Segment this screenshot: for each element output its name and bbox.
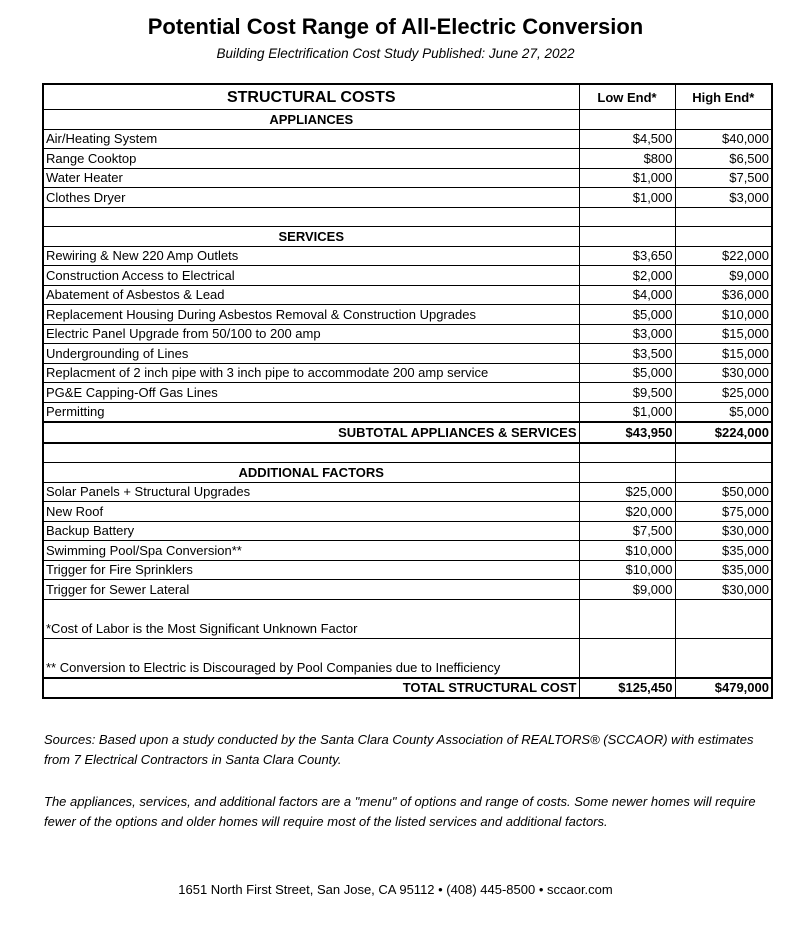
high-cell: $30,000 bbox=[675, 521, 772, 541]
item-cell: Solar Panels + Structural Upgrades bbox=[43, 482, 579, 502]
low-cell: $20,000 bbox=[579, 502, 675, 522]
table-row bbox=[43, 188, 772, 208]
item-cell: Backup Battery bbox=[43, 521, 579, 541]
item-cell: Electric Panel Upgrade from 50/100 to 200 amp bbox=[43, 324, 579, 344]
low-cell: $4,500 bbox=[579, 129, 675, 149]
high-cell: $30,000 bbox=[675, 363, 772, 383]
table-row bbox=[43, 305, 772, 325]
section-label: ADDITIONAL FACTORS bbox=[43, 463, 579, 483]
high-cell: $22,000 bbox=[675, 246, 772, 266]
blank-row bbox=[43, 207, 772, 227]
table-row bbox=[43, 521, 772, 541]
item-cell: Permitting bbox=[43, 402, 579, 422]
total-row bbox=[43, 678, 772, 699]
low-cell: $1,000 bbox=[579, 168, 675, 188]
pool-note: ** Conversion to Electric is Discouraged by Pool Companies due to Inefficiency bbox=[43, 638, 579, 678]
high-cell: $7,500 bbox=[675, 168, 772, 188]
table-row bbox=[43, 324, 772, 344]
menu-note: The appliances, services, and additional factors are a "menu" of options and range of costs. Some newer homes will require fewer of the options and older homes will require most of the listed services and additional factors. bbox=[44, 794, 756, 829]
item-cell: Trigger for Fire Sprinklers bbox=[43, 560, 579, 580]
table-row bbox=[43, 149, 772, 169]
item-cell: Clothes Dryer bbox=[43, 188, 579, 208]
page-subtitle: Building Electrification Cost Study Published: June 27, 2022 bbox=[216, 46, 575, 61]
item-cell: Replacment of 2 inch pipe with 3 inch pipe to accommodate 200 amp service bbox=[43, 363, 579, 383]
table-row bbox=[43, 580, 772, 600]
table-row bbox=[43, 402, 772, 422]
table-row bbox=[43, 266, 772, 286]
total-low: $125,450 bbox=[579, 678, 675, 699]
low-cell: $2,000 bbox=[579, 266, 675, 286]
low-cell: $5,000 bbox=[579, 305, 675, 325]
sources-note: Sources: Based upon a study conducted by the Santa Clara County Association of REALTORS® (SCCAOR) with estimates from 7 Electrical Contractors in Santa Clara County. bbox=[44, 732, 754, 767]
table-row bbox=[43, 344, 772, 364]
note-row-pool bbox=[43, 638, 772, 678]
high-cell: $25,000 bbox=[675, 383, 772, 403]
high-cell: $50,000 bbox=[675, 482, 772, 502]
low-cell: $5,000 bbox=[579, 363, 675, 383]
section-row-services bbox=[43, 227, 772, 247]
item-cell: Undergrounding of Lines bbox=[43, 344, 579, 364]
subtotal-row bbox=[43, 422, 772, 443]
labor-note: *Cost of Labor is the Most Significant Unknown Factor bbox=[43, 599, 579, 638]
low-cell: $25,000 bbox=[579, 482, 675, 502]
structural-costs-heading: STRUCTURAL COSTS bbox=[43, 84, 579, 110]
note-row-labor bbox=[43, 599, 772, 638]
low-cell: $9,500 bbox=[579, 383, 675, 403]
total-high: $479,000 bbox=[675, 678, 772, 699]
table-row bbox=[43, 363, 772, 383]
table-row bbox=[43, 246, 772, 266]
item-cell: Water Heater bbox=[43, 168, 579, 188]
table-row bbox=[43, 560, 772, 580]
item-cell: Range Cooktop bbox=[43, 149, 579, 169]
item-cell: New Roof bbox=[43, 502, 579, 522]
page-title: Potential Cost Range of All-Electric Conversion bbox=[147, 14, 644, 39]
high-cell: $10,000 bbox=[675, 305, 772, 325]
low-cell: $3,500 bbox=[579, 344, 675, 364]
high-cell: $15,000 bbox=[675, 344, 772, 364]
high-cell: $9,000 bbox=[675, 266, 772, 286]
table-row bbox=[43, 129, 772, 149]
item-cell: Rewiring & New 220 Amp Outlets bbox=[43, 246, 579, 266]
low-cell: $7,500 bbox=[579, 521, 675, 541]
low-cell: $3,650 bbox=[579, 246, 675, 266]
subtotal-high: $224,000 bbox=[675, 422, 772, 443]
table-row bbox=[43, 168, 772, 188]
section-label: SERVICES bbox=[43, 227, 579, 247]
item-cell: Swimming Pool/Spa Conversion** bbox=[43, 541, 579, 561]
item-cell: Trigger for Sewer Lateral bbox=[43, 580, 579, 600]
table-row bbox=[43, 482, 772, 502]
high-cell: $75,000 bbox=[675, 502, 772, 522]
subtotal-low: $43,950 bbox=[579, 422, 675, 443]
low-cell: $800 bbox=[579, 149, 675, 169]
subtotal-label: SUBTOTAL APPLIANCES & SERVICES bbox=[43, 422, 579, 443]
high-cell: $35,000 bbox=[675, 560, 772, 580]
table-header-row bbox=[43, 84, 772, 110]
low-cell: $1,000 bbox=[579, 402, 675, 422]
high-cell: $30,000 bbox=[675, 580, 772, 600]
low-cell: $4,000 bbox=[579, 285, 675, 305]
high-cell: $35,000 bbox=[675, 541, 772, 561]
table-row bbox=[43, 285, 772, 305]
high-cell: $6,500 bbox=[675, 149, 772, 169]
high-end-header: High End* bbox=[675, 84, 772, 110]
cost-table bbox=[42, 83, 773, 699]
low-cell: $3,000 bbox=[579, 324, 675, 344]
table-row bbox=[43, 383, 772, 403]
high-cell: $15,000 bbox=[675, 324, 772, 344]
low-cell: $10,000 bbox=[579, 541, 675, 561]
high-cell: $36,000 bbox=[675, 285, 772, 305]
table-row bbox=[43, 541, 772, 561]
section-label: APPLIANCES bbox=[43, 110, 579, 130]
footer-contact: 1651 North First Street, San Jose, CA 95112 • (408) 445-8500 • sccaor.com bbox=[178, 882, 613, 897]
item-cell: Air/Heating System bbox=[43, 129, 579, 149]
low-cell: $1,000 bbox=[579, 188, 675, 208]
low-cell: $10,000 bbox=[579, 560, 675, 580]
low-cell: $9,000 bbox=[579, 580, 675, 600]
section-row-additional bbox=[43, 463, 772, 483]
blank-row bbox=[43, 443, 772, 463]
low-end-header: Low End* bbox=[579, 84, 675, 110]
total-label: TOTAL STRUCTURAL COST bbox=[43, 678, 579, 699]
item-cell: PG&E Capping-Off Gas Lines bbox=[43, 383, 579, 403]
section-row-appliances bbox=[43, 110, 772, 130]
high-cell: $40,000 bbox=[675, 129, 772, 149]
item-cell: Replacement Housing During Asbestos Removal & Construction Upgrades bbox=[43, 305, 579, 325]
high-cell: $5,000 bbox=[675, 402, 772, 422]
item-cell: Construction Access to Electrical bbox=[43, 266, 579, 286]
table-row bbox=[43, 502, 772, 522]
item-cell: Abatement of Asbestos & Lead bbox=[43, 285, 579, 305]
high-cell: $3,000 bbox=[675, 188, 772, 208]
